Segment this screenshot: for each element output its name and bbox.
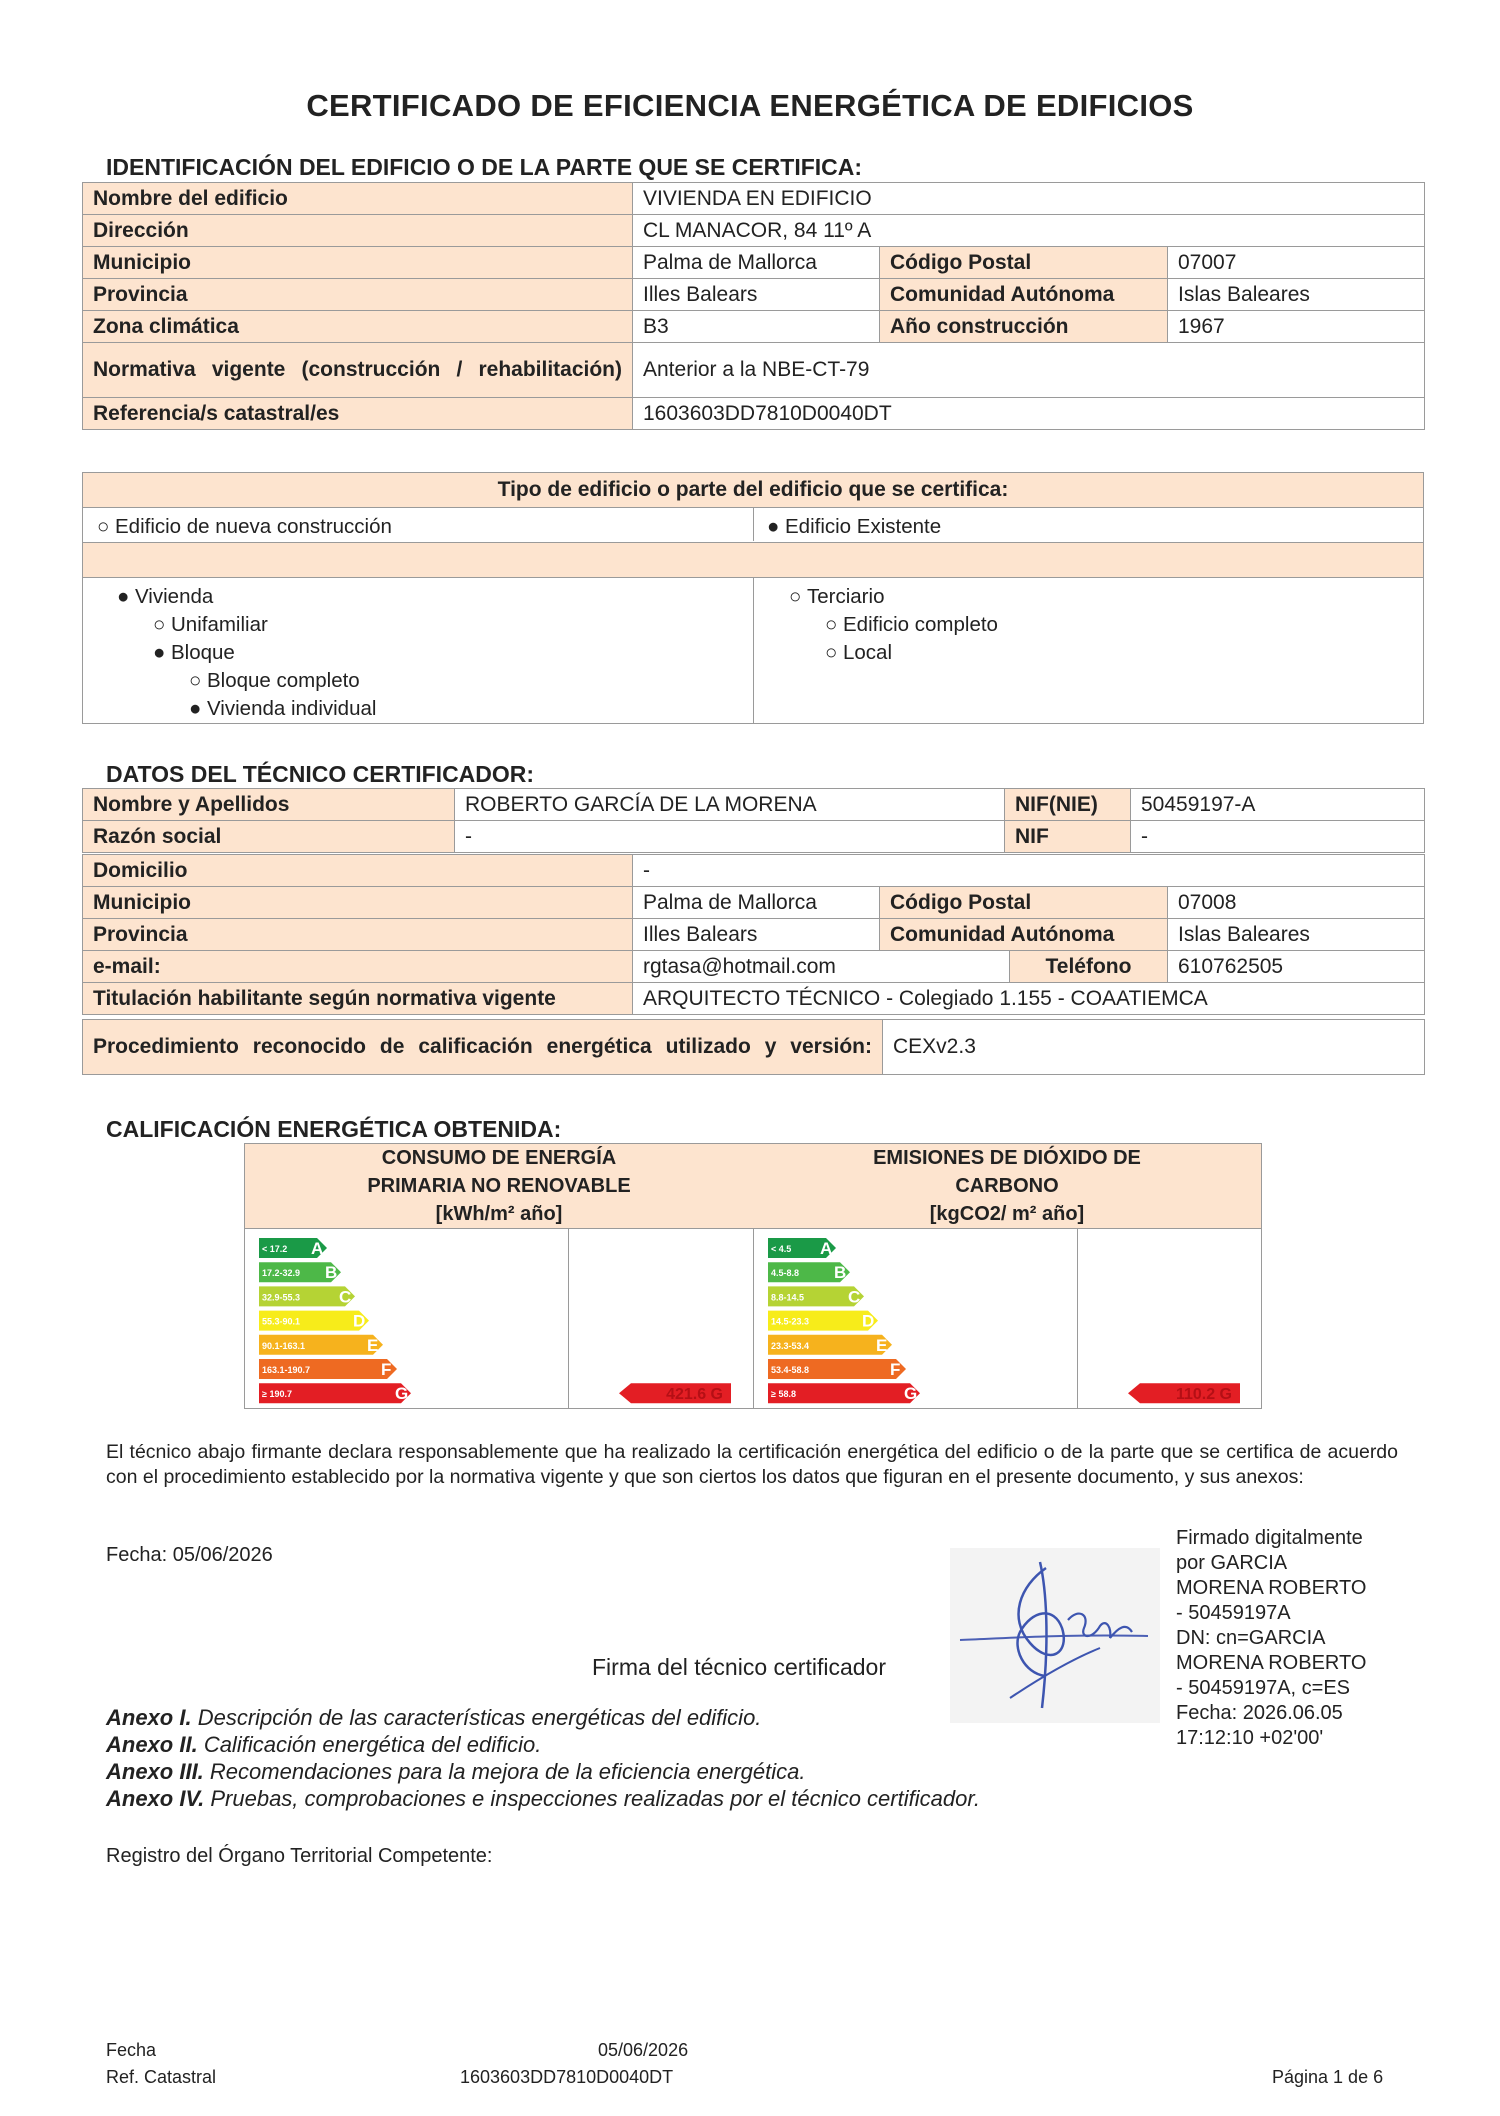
referencia-catastral-label: Referencia/s catastral/es xyxy=(83,398,633,430)
municipio-label: Municipio xyxy=(83,247,633,279)
nif-nie-label: NIF(NIE) xyxy=(1005,789,1131,821)
nombre-edificio-label: Nombre del edificio xyxy=(83,183,633,215)
building-type-heading: Tipo de edificio o parte del edificio que se certifica: xyxy=(83,473,1423,508)
consumo-header: CONSUMO DE ENERGÍA PRIMARIA NO RENOVABLE [kWh/m² año] xyxy=(245,1144,754,1229)
consumo-scale-bar-g xyxy=(259,1383,411,1403)
titulacion-value: ARQUITECTO TÉCNICO - Colegiado 1.155 - COAATIEMCA xyxy=(633,983,1425,1015)
direccion-value: CL MANACOR, 84 11º A xyxy=(633,215,1425,247)
consumo-scale-letter: F xyxy=(381,1360,392,1379)
email-label: e-mail: xyxy=(83,951,633,983)
consumo-result-arrow xyxy=(619,1383,731,1403)
fecha-firma: Fecha: 05/06/2026 xyxy=(106,1544,273,1566)
razon-social-label: Razón social xyxy=(83,821,455,853)
divider xyxy=(753,507,754,541)
domicilio-label: Domicilio xyxy=(83,855,633,887)
emisiones-scale-range: 4.5-8.8 xyxy=(771,1268,800,1279)
emisiones-scale-bar-a xyxy=(768,1238,836,1258)
tecnico-provincia-label: Provincia xyxy=(83,919,633,951)
firma-label: Firma del técnico certificador xyxy=(592,1654,886,1680)
handwritten-signature xyxy=(950,1548,1160,1723)
emisiones-scale-range: ≥ 58.8 xyxy=(771,1389,796,1400)
nombre-apellidos-value: ROBERTO GARCÍA DE LA MORENA xyxy=(455,789,1005,821)
tecnico-heading: DATOS DEL TÉCNICO CERTIFICADOR: xyxy=(106,761,535,787)
emisiones-scale-bar-e xyxy=(768,1335,892,1355)
footer-fecha-label: Fecha xyxy=(106,2040,157,2060)
emisiones-scale xyxy=(754,1228,1262,1408)
identification-table xyxy=(82,182,1425,430)
option-unifamiliar: ○ Unifamiliar xyxy=(153,613,268,636)
emisiones-scale-bar-d xyxy=(768,1311,878,1331)
consumo-scale-letter: D xyxy=(353,1311,366,1331)
consumo-scale-letter: E xyxy=(367,1335,379,1355)
normativa-value: Anterior a la NBE-CT-79 xyxy=(633,343,1425,398)
consumo-scale-bar-e xyxy=(259,1335,383,1355)
emisiones-result-value: 110.2 G xyxy=(1175,1386,1232,1404)
divider xyxy=(753,577,754,723)
emisiones-scale-letter: E xyxy=(876,1335,888,1355)
procedimiento-table xyxy=(82,1019,1425,1075)
option-local: ○ Local xyxy=(825,641,893,664)
tecnico-table-top xyxy=(82,788,1425,853)
provincia-value: Illes Balears xyxy=(633,279,880,311)
consumo-scale-range: 90.1-163.1 xyxy=(262,1340,306,1351)
municipio-value: Palma de Mallorca xyxy=(633,247,880,279)
consumo-scale-bar-a xyxy=(259,1238,327,1258)
emisiones-scale-letter: D xyxy=(862,1311,875,1331)
consumo-scale-bar-b xyxy=(259,1262,341,1282)
option-bloque: ● Bloque xyxy=(153,641,235,664)
tecnico-provincia-value: Illes Balears xyxy=(633,919,880,951)
calificacion-heading: CALIFICACIÓN ENERGÉTICA OBTENIDA: xyxy=(106,1116,562,1142)
tecnico-table-bottom xyxy=(82,854,1425,1015)
consumo-scale-range: 55.3-90.1 xyxy=(262,1316,301,1327)
footer-ref-label: Ref. Catastral xyxy=(106,2067,217,2087)
option-bloque-completo: ○ Bloque completo xyxy=(189,669,360,692)
codigo-postal-label: Código Postal xyxy=(880,247,1168,279)
emisiones-scale-range: 8.8-14.5 xyxy=(771,1292,805,1303)
emisiones-scale-letter: C xyxy=(848,1287,861,1307)
tecnico-ca-value: Islas Baleares xyxy=(1168,919,1425,951)
declaracion-text: El técnico abajo firmante declara responsablemente que ha realizado la certificación energética del edificio o de la parte que se certifica de acuerdo con el procedimiento establecido por la normativa vigente y que son ciertos los datos que figuran en el presente documento, y sus anexos: xyxy=(106,1441,1398,1488)
provincia-label: Provincia xyxy=(83,279,633,311)
telefono-label: Teléfono xyxy=(1010,951,1168,983)
identification-heading: IDENTIFICACIÓN DEL EDIFICIO O DE LA PARTE QUE SE CERTIFICA: xyxy=(106,154,863,180)
tecnico-municipio-label: Municipio xyxy=(83,887,633,919)
emisiones-scale-letter: G xyxy=(904,1384,918,1404)
document-title: CERTIFICADO DE EFICIENCIA ENERGÉTICA DE EDIFICIOS xyxy=(306,88,1194,123)
consumo-scale-bar-f xyxy=(259,1359,397,1379)
emisiones-scale-letter: A xyxy=(820,1239,833,1258)
emisiones-scale-letter: F xyxy=(890,1360,901,1379)
consumo-scale-letter: B xyxy=(325,1263,338,1283)
emisiones-scale-range: 14.5-23.3 xyxy=(771,1316,810,1327)
telefono-value: 610762505 xyxy=(1168,951,1425,983)
nif-nie-value: 50459197-A xyxy=(1131,789,1425,821)
consumo-scale-range: 32.9-55.3 xyxy=(262,1292,301,1303)
option-edificio-existente: ● Edificio Existente xyxy=(767,515,942,538)
razon-social-value: - xyxy=(455,821,1005,853)
procedimiento-value: CEXv2.3 xyxy=(883,1020,1425,1075)
codigo-postal-value: 07007 xyxy=(1168,247,1425,279)
emisiones-scale-range: 53.4-58.8 xyxy=(771,1365,810,1375)
emisiones-scale-bar-f xyxy=(768,1359,906,1379)
emisiones-scale-letter: B xyxy=(834,1263,847,1283)
nif-label: NIF xyxy=(1005,821,1131,853)
consumo-scale xyxy=(245,1228,753,1408)
consumo-scale-range: ≥ 190.7 xyxy=(262,1389,292,1400)
emisiones-scale-bar-g xyxy=(768,1383,920,1403)
emisiones-scale-range: 23.3-53.4 xyxy=(771,1340,810,1351)
option-vivienda: ● Vivienda xyxy=(117,585,214,608)
ano-construccion-value: 1967 xyxy=(1168,311,1425,343)
anexo-item: Anexo II. Calificación energética del edificio. xyxy=(106,1732,542,1757)
nombre-apellidos-label: Nombre y Apellidos xyxy=(83,789,455,821)
zona-climatica-value: B3 xyxy=(633,311,880,343)
anexo-item: Anexo IV. Pruebas, comprobaciones e inspecciones realizadas por el técnico certificador. xyxy=(106,1786,980,1811)
emisiones-scale-bar-b xyxy=(768,1262,850,1282)
anexo-item: Anexo III. Recomendaciones para la mejora de la eficiencia energética. xyxy=(106,1759,806,1784)
option-nueva-construccion: ○ Edificio de nueva construcción xyxy=(97,515,392,538)
tecnico-cp-label: Código Postal xyxy=(880,887,1168,919)
rating-box xyxy=(244,1143,1262,1409)
emisiones-scale-bar-c xyxy=(768,1286,864,1306)
emisiones-result-arrow xyxy=(1128,1383,1240,1403)
titulacion-label: Titulación habilitante según normativa vigente xyxy=(83,983,633,1015)
building-type-box xyxy=(82,472,1424,724)
nombre-edificio-value: VIVIENDA EN EDIFICIO xyxy=(633,183,1425,215)
comunidad-autonoma-label: Comunidad Autónoma xyxy=(880,279,1168,311)
consumo-scale-bar-d xyxy=(259,1311,369,1331)
anexo-item: Anexo I. Descripción de las características energéticas del edificio. xyxy=(106,1705,762,1730)
option-terciario: ○ Terciario xyxy=(789,585,885,608)
normativa-label: Normativa vigente (construcción / rehabilitación) xyxy=(83,343,633,398)
referencia-catastral-value: 1603603DD7810D0040DT xyxy=(633,398,1425,430)
direccion-label: Dirección xyxy=(83,215,633,247)
registro-label: Registro del Órgano Territorial Competente: xyxy=(106,1845,493,1867)
domicilio-value: - xyxy=(633,855,1425,887)
page-number: Página 1 de 6 xyxy=(1272,2067,1384,2087)
comunidad-autonoma-value: Islas Baleares xyxy=(1168,279,1425,311)
tecnico-ca-label: Comunidad Autónoma xyxy=(880,919,1168,951)
option-edificio-completo: ○ Edificio completo xyxy=(825,613,998,636)
consumo-scale-letter: G xyxy=(395,1384,409,1404)
anexos-list xyxy=(106,1704,1186,1812)
consumo-result-value: 421.6 G xyxy=(666,1386,723,1404)
consumo-scale-range: 17.2-32.9 xyxy=(262,1268,301,1279)
consumo-scale-letter: A xyxy=(311,1239,324,1258)
tecnico-municipio-value: Palma de Mallorca xyxy=(633,887,880,919)
option-vivienda-individual: ● Vivienda individual xyxy=(189,697,377,720)
consumo-scale-range: < 17.2 xyxy=(262,1244,288,1254)
consumo-scale-bar-c xyxy=(259,1286,355,1306)
emisiones-scale-range: < 4.5 xyxy=(771,1244,792,1254)
ano-construccion-label: Año construcción xyxy=(880,311,1168,343)
tecnico-cp-value: 07008 xyxy=(1168,887,1425,919)
digital-signature-text: Firmado digitalmente por GARCIA MORENA ROBERTO - 50459197A DN: cn=GARCIA MORENA ROBERTO - 50459197A, c=ES Fecha: 2026.06.05 17:12:10 +02'00' xyxy=(1176,1527,1367,1749)
consumo-scale-letter: C xyxy=(339,1287,352,1307)
nif-value: - xyxy=(1131,821,1425,853)
procedimiento-label: Procedimiento reconocido de calificación energética utilizado y versión: xyxy=(83,1020,883,1075)
email-value: rgtasa@hotmail.com xyxy=(633,951,1010,983)
footer-ref-value: 1603603DD7810D0040DT xyxy=(460,2067,674,2087)
building-type-separator xyxy=(83,543,1423,578)
emisiones-header: EMISIONES DE DIÓXIDO DE CARBONO [kgCO2/ m² año] xyxy=(753,1144,1261,1229)
zona-climatica-label: Zona climática xyxy=(83,311,633,343)
consumo-scale-range: 163.1-190.7 xyxy=(262,1365,311,1375)
footer-fecha-value: 05/06/2026 xyxy=(598,2040,689,2060)
